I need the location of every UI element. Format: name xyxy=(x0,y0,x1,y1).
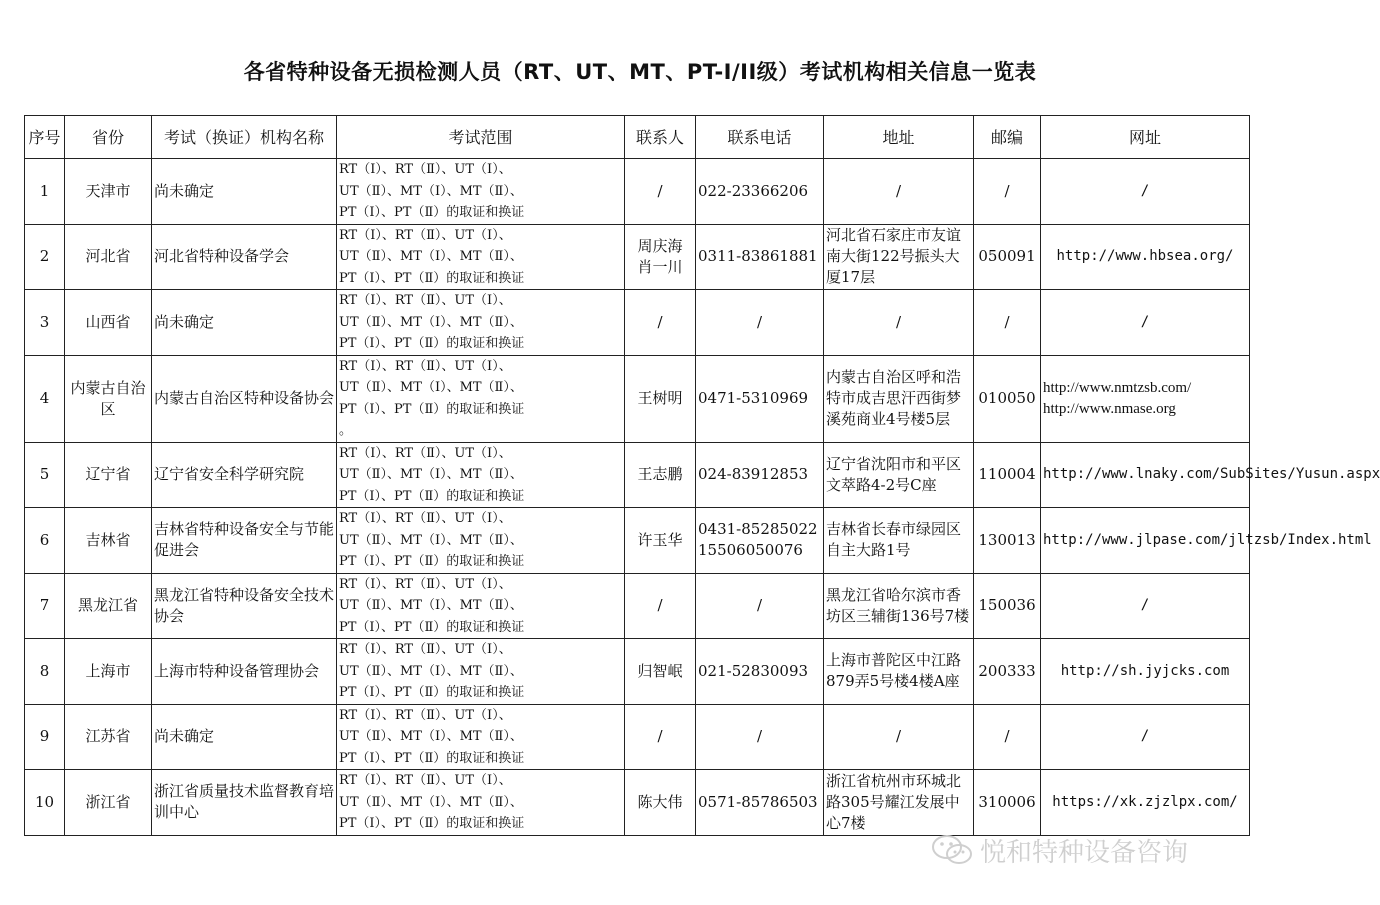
cell-no: 6 xyxy=(25,508,65,574)
cell-line: 0471-5310969 xyxy=(698,389,809,407)
header-phone: 联系电话 xyxy=(696,116,824,159)
cell-address: / xyxy=(824,290,974,356)
cell-contact xyxy=(625,639,696,705)
cell-scope xyxy=(337,639,625,705)
cell-zip: / xyxy=(974,290,1041,356)
cell-line: 肖一川 xyxy=(637,257,683,276)
scope-line: PT（Ⅰ）、PT（Ⅱ）的取证和换证 xyxy=(339,270,525,286)
scope-line: UT（Ⅱ）、MT（Ⅰ）、MT（Ⅱ）、 xyxy=(339,314,523,330)
scope-line: RT（Ⅰ）、RT（Ⅱ）、UT（Ⅰ）、 xyxy=(339,358,512,374)
cell-contact xyxy=(625,770,696,836)
cell-phone xyxy=(696,573,824,639)
cell-scope xyxy=(337,290,625,356)
cell-scope xyxy=(337,704,625,770)
table-row xyxy=(25,508,1250,574)
scope-line: UT（Ⅱ）、MT（Ⅰ）、MT（Ⅱ）、 xyxy=(339,249,523,264)
cell-no: 3 xyxy=(25,290,65,356)
cell-zip: / xyxy=(974,159,1041,225)
cell-address: 内蒙古自治区呼和浩特市成吉思汗西街梦溪苑商业4号楼5层 xyxy=(824,355,974,442)
cell-address: 河北省石家庄市友谊南大街122号振头大厦17层 xyxy=(824,224,974,290)
cell-line: 0311-83861881 xyxy=(698,247,818,266)
cell-zip: 010050 xyxy=(974,355,1041,442)
cell-province: 山西省 xyxy=(65,290,152,356)
cell-line: https://xk.zjzlpx.com/ xyxy=(1052,793,1238,810)
cell-contact xyxy=(625,159,696,225)
cell-url xyxy=(1041,290,1250,356)
header-org: 考试（换证）机构名称 xyxy=(152,116,337,159)
scope-line: PT（Ⅰ）、PT（Ⅱ）的取证和换证 xyxy=(339,750,525,766)
cell-phone xyxy=(696,355,824,442)
table-row xyxy=(25,355,1250,442)
scope-line: RT（Ⅰ）、RT（Ⅱ）、UT（Ⅰ）、 xyxy=(339,773,512,788)
cell-url xyxy=(1041,224,1250,290)
cell-zip: 310006 xyxy=(974,770,1041,836)
page-title: 各省特种设备无损检测人员（RT、UT、MT、PT-I/II级）考试机构相关信息一览表 xyxy=(243,60,1037,84)
cell-phone xyxy=(696,704,824,770)
cell-line: 许玉华 xyxy=(637,530,683,549)
cell-org: 吉林省特种设备安全与节能促进会 xyxy=(152,508,337,574)
table-row xyxy=(25,639,1250,705)
cell-org: 尚未确定 xyxy=(152,159,337,225)
cell-phone xyxy=(696,508,824,574)
cell-line: / xyxy=(657,181,663,200)
cell-url xyxy=(1041,355,1250,442)
cell-org: 上海市特种设备管理协会 xyxy=(152,639,337,705)
scope-line: RT（Ⅰ）、RT（Ⅱ）、UT（Ⅰ）、 xyxy=(339,511,512,526)
cell-url xyxy=(1041,573,1250,639)
cell-org: 河北省特种设备学会 xyxy=(152,224,337,290)
cell-line: / xyxy=(657,312,663,331)
cell-zip: / xyxy=(974,704,1041,770)
cell-address: / xyxy=(824,159,974,225)
cell-org: 内蒙古自治区特种设备协会 xyxy=(152,355,337,442)
table-header-row xyxy=(25,116,1250,159)
cell-line: 王树明 xyxy=(637,389,683,407)
cell-line: / xyxy=(756,312,763,331)
cell-no: 9 xyxy=(25,704,65,770)
cell-province: 河北省 xyxy=(65,224,152,290)
cell-contact xyxy=(625,355,696,442)
scope-line: UT（Ⅱ）、MT（Ⅰ）、MT（Ⅱ）、 xyxy=(339,729,523,744)
header-scope: 考试范围 xyxy=(337,116,625,159)
cell-line: / xyxy=(657,727,663,746)
cell-org: 辽宁省安全科学研究院 xyxy=(152,442,337,508)
cell-org: 黑龙江省特种设备安全技术协会 xyxy=(152,573,337,639)
table-row xyxy=(25,159,1250,225)
cell-line: / xyxy=(756,727,763,746)
scope-line: PT（Ⅰ）、PT（Ⅱ）的取证和换证 xyxy=(339,554,525,569)
cell-zip: 200333 xyxy=(974,639,1041,705)
cell-line: 归智岷 xyxy=(637,661,683,680)
cell-contact xyxy=(625,442,696,508)
scope-line: PT（Ⅰ）、PT（Ⅱ）的取证和换证 xyxy=(339,205,525,220)
scope-line: RT（Ⅰ）、RT（Ⅱ）、UT（Ⅰ）、 xyxy=(339,227,512,243)
cell-province: 江苏省 xyxy=(65,704,152,770)
cell-province: 浙江省 xyxy=(65,770,152,836)
cell-line: http://www.nmase.org xyxy=(1043,400,1176,417)
scope-line: UT（Ⅱ）、MT（Ⅰ）、MT（Ⅱ）、 xyxy=(339,532,523,548)
cell-province: 吉林省 xyxy=(65,508,152,574)
scope-line: UT（Ⅱ）、MT（Ⅰ）、MT（Ⅱ）、 xyxy=(339,380,523,395)
cell-org: 尚未确定 xyxy=(152,704,337,770)
cell-line: / xyxy=(756,596,763,615)
table-row xyxy=(25,224,1250,290)
cell-phone xyxy=(696,639,824,705)
cell-phone xyxy=(696,224,824,290)
cell-address: 黑龙江省哈尔滨市香坊区三辅街136号7楼 xyxy=(824,573,974,639)
watermark xyxy=(930,830,1188,870)
cell-line: / xyxy=(657,596,663,615)
cell-line: http://www.lnaky.com/SubSites/Yusun.aspx xyxy=(1043,466,1380,483)
cell-url xyxy=(1041,508,1372,574)
cell-line: 周庆海 xyxy=(637,236,683,255)
cell-no: 2 xyxy=(25,224,65,290)
cell-contact xyxy=(625,290,696,356)
cell-scope xyxy=(337,159,625,225)
cell-province: 内蒙古自治区 xyxy=(65,355,152,442)
cell-line: 陈大伟 xyxy=(637,792,683,811)
header-contact: 联系人 xyxy=(625,116,696,159)
scope-extra: 。 xyxy=(339,423,353,438)
header-url: 网址 xyxy=(1041,116,1250,159)
table-row xyxy=(25,290,1250,356)
cell-zip: 130013 xyxy=(974,508,1041,574)
table-row xyxy=(25,704,1250,770)
cell-line: http://sh.jyjcks.com xyxy=(1060,662,1230,679)
cell-phone xyxy=(696,770,824,836)
cell-address: 吉林省长春市绿园区自主大路1号 xyxy=(824,508,974,574)
scope-line: RT（Ⅰ）、RT（Ⅱ）、UT（Ⅰ）、 xyxy=(339,642,512,657)
cell-zip: 150036 xyxy=(974,573,1041,639)
scope-line: RT（Ⅰ）、RT（Ⅱ）、UT（Ⅰ）、 xyxy=(339,293,512,308)
exam-institution-table xyxy=(24,115,1380,836)
table-row xyxy=(25,442,1250,508)
cell-line: 021-52830093 xyxy=(698,661,809,680)
cell-line: / xyxy=(1140,728,1150,745)
cell-contact xyxy=(625,573,696,639)
cell-line: http://www.hbsea.org/ xyxy=(1056,248,1234,265)
cell-contact xyxy=(625,508,696,574)
scope-line: UT（Ⅱ）、MT（Ⅰ）、MT（Ⅱ）、 xyxy=(339,467,523,482)
cell-address: 辽宁省沈阳市和平区文萃路4-2号C座 xyxy=(824,442,974,508)
cell-scope xyxy=(337,770,625,836)
cell-zip: 110004 xyxy=(974,442,1041,508)
cell-address: 浙江省杭州市环城北路305号耀江发展中心7楼 xyxy=(824,770,974,836)
cell-org: 尚未确定 xyxy=(152,290,337,356)
cell-line: / xyxy=(1140,313,1150,330)
cell-line: 024-83912853 xyxy=(698,465,809,484)
table-row xyxy=(25,573,1250,639)
cell-province: 辽宁省 xyxy=(65,442,152,508)
scope-line: PT（Ⅰ）、PT（Ⅱ）的取证和换证 xyxy=(339,488,525,504)
cell-address: 上海市普陀区中江路879弄5号楼4楼A座 xyxy=(824,639,974,705)
scope-line: UT（Ⅱ）、MT（Ⅰ）、MT（Ⅱ）、 xyxy=(339,663,523,679)
scope-line: RT（Ⅰ）、RT（Ⅱ）、UT（Ⅰ）、 xyxy=(339,707,512,723)
wechat-icon xyxy=(930,833,974,867)
cell-phone xyxy=(696,290,824,356)
cell-line: 022-23366206 xyxy=(698,181,809,200)
scope-line: RT（Ⅰ）、RT（Ⅱ）、UT（Ⅰ）、 xyxy=(339,162,512,177)
cell-scope xyxy=(337,573,625,639)
cell-line: 15506050076 xyxy=(698,541,803,560)
cell-line: / xyxy=(1140,182,1150,199)
cell-url xyxy=(1041,770,1250,836)
scope-line: UT（Ⅱ）、MT（Ⅰ）、MT（Ⅱ）、 xyxy=(339,183,523,199)
cell-line: 0571-85786503 xyxy=(698,792,818,811)
cell-no: 1 xyxy=(25,159,65,225)
table-row xyxy=(25,770,1250,836)
cell-line: http://www.jlpase.com/jltzsb/Index.html xyxy=(1043,531,1372,548)
cell-contact xyxy=(625,224,696,290)
scope-line: RT（Ⅰ）、RT（Ⅱ）、UT（Ⅰ）、 xyxy=(339,576,512,592)
cell-url xyxy=(1041,639,1250,705)
cell-scope xyxy=(337,224,625,290)
scope-line: PT（Ⅰ）、PT（Ⅱ）的取证和换证 xyxy=(339,816,525,831)
cell-address: / xyxy=(824,704,974,770)
cell-zip: 050091 xyxy=(974,224,1041,290)
cell-no: 8 xyxy=(25,639,65,705)
cell-org: 浙江省质量技术监督教育培训中心 xyxy=(152,770,337,836)
cell-url xyxy=(1041,442,1380,508)
header-province: 省份 xyxy=(65,116,152,159)
cell-phone xyxy=(696,442,824,508)
cell-phone xyxy=(696,159,824,225)
scope-line: UT（Ⅱ）、MT（Ⅰ）、MT（Ⅱ）、 xyxy=(339,794,523,810)
cell-url xyxy=(1041,159,1250,225)
scope-line: PT（Ⅰ）、PT（Ⅱ）的取证和换证 xyxy=(339,401,525,417)
cell-line: / xyxy=(1140,597,1150,614)
scope-line: PT（Ⅰ）、PT（Ⅱ）的取证和换证 xyxy=(339,685,525,700)
watermark-text: 悦和特种设备咨询 xyxy=(980,837,1189,868)
header-zip: 邮编 xyxy=(974,116,1041,159)
cell-scope xyxy=(337,355,625,442)
cell-no: 5 xyxy=(25,442,65,508)
cell-province: 上海市 xyxy=(65,639,152,705)
cell-url xyxy=(1041,704,1250,770)
scope-line: UT（Ⅱ）、MT（Ⅰ）、MT（Ⅱ）、 xyxy=(339,598,523,613)
cell-no: 10 xyxy=(25,770,65,836)
cell-contact xyxy=(625,704,696,770)
cell-province: 黑龙江省 xyxy=(65,573,152,639)
scope-line: PT（Ⅰ）、PT（Ⅱ）的取证和换证 xyxy=(339,336,525,351)
cell-no: 7 xyxy=(25,573,65,639)
cell-scope xyxy=(337,508,625,574)
cell-scope xyxy=(337,442,625,508)
scope-line: PT（Ⅰ）、PT（Ⅱ）的取证和换证 xyxy=(339,619,525,635)
cell-line: 0431-85285022 xyxy=(698,520,818,539)
cell-province: 天津市 xyxy=(65,159,152,225)
header-address: 地址 xyxy=(824,116,974,159)
cell-line: http://www.nmtzsb.com/ xyxy=(1043,379,1192,396)
cell-no: 4 xyxy=(25,355,65,442)
scope-line: RT（Ⅰ）、RT（Ⅱ）、UT（Ⅰ）、 xyxy=(339,445,512,461)
cell-line: 王志鹏 xyxy=(637,465,683,484)
header-no: 序号 xyxy=(25,116,65,159)
